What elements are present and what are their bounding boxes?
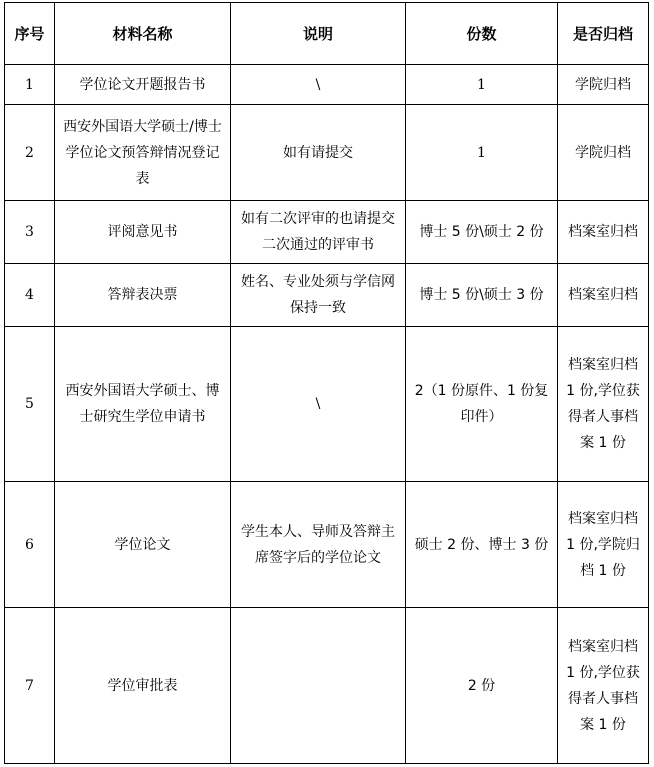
table-row	[5, 105, 649, 201]
row-description: \	[231, 327, 406, 482]
row-material-name: 评阅意见书	[55, 201, 231, 264]
header-seq: 序号	[5, 3, 55, 65]
row-copies: 1	[406, 65, 558, 105]
row-seq: 7	[5, 608, 55, 764]
row-description: 学生本人、导师及答辩主席签字后的学位论文	[231, 482, 406, 608]
materials-table	[4, 2, 649, 764]
row-material-name: 西安外国语大学硕士、博士研究生学位申请书	[55, 327, 231, 482]
table-row	[5, 65, 649, 105]
header-description: 说明	[231, 3, 406, 65]
table-row	[5, 264, 649, 327]
row-archive: 档案室归档 1 份,学位获得者人事档案 1 份	[558, 327, 649, 482]
row-description: 如有请提交	[231, 105, 406, 201]
table-row	[5, 327, 649, 482]
row-material-name: 西安外国语大学硕士/博士学位论文预答辩情况登记表	[55, 105, 231, 201]
row-seq: 1	[5, 65, 55, 105]
header-material-name: 材料名称	[55, 3, 231, 65]
row-material-name: 答辩表决票	[55, 264, 231, 327]
row-archive: 档案室归档 1 份,学院归档 1 份	[558, 482, 649, 608]
row-copies: 博士 5 份\硕士 2 份	[406, 201, 558, 264]
row-copies: 2 份	[406, 608, 558, 764]
row-seq: 5	[5, 327, 55, 482]
table-row	[5, 482, 649, 608]
row-archive: 档案室归档	[558, 264, 649, 327]
row-material-name: 学位审批表	[55, 608, 231, 764]
row-description: \	[231, 65, 406, 105]
row-archive: 学院归档	[558, 105, 649, 201]
header-archive: 是否归档	[558, 3, 649, 65]
row-copies: 2（1 份原件、1 份复印件）	[406, 327, 558, 482]
row-seq: 2	[5, 105, 55, 201]
row-seq: 6	[5, 482, 55, 608]
row-material-name: 学位论文	[55, 482, 231, 608]
row-archive: 学院归档	[558, 65, 649, 105]
header-copies: 份数	[406, 3, 558, 65]
table-header-row	[5, 3, 649, 65]
row-material-name: 学位论文开题报告书	[55, 65, 231, 105]
row-copies: 1	[406, 105, 558, 201]
row-description	[231, 608, 406, 764]
row-seq: 3	[5, 201, 55, 264]
table-row	[5, 608, 649, 764]
row-archive: 档案室归档	[558, 201, 649, 264]
row-archive: 档案室归档 1 份,学位获得者人事档案 1 份	[558, 608, 649, 764]
row-description: 如有二次评审的也请提交二次通过的评审书	[231, 201, 406, 264]
row-seq: 4	[5, 264, 55, 327]
row-copies: 博士 5 份\硕士 3 份	[406, 264, 558, 327]
table-row	[5, 201, 649, 264]
row-copies: 硕士 2 份、博士 3 份	[406, 482, 558, 608]
materials-table-wrapper	[4, 2, 649, 764]
row-description: 姓名、专业处须与学信网保持一致	[231, 264, 406, 327]
